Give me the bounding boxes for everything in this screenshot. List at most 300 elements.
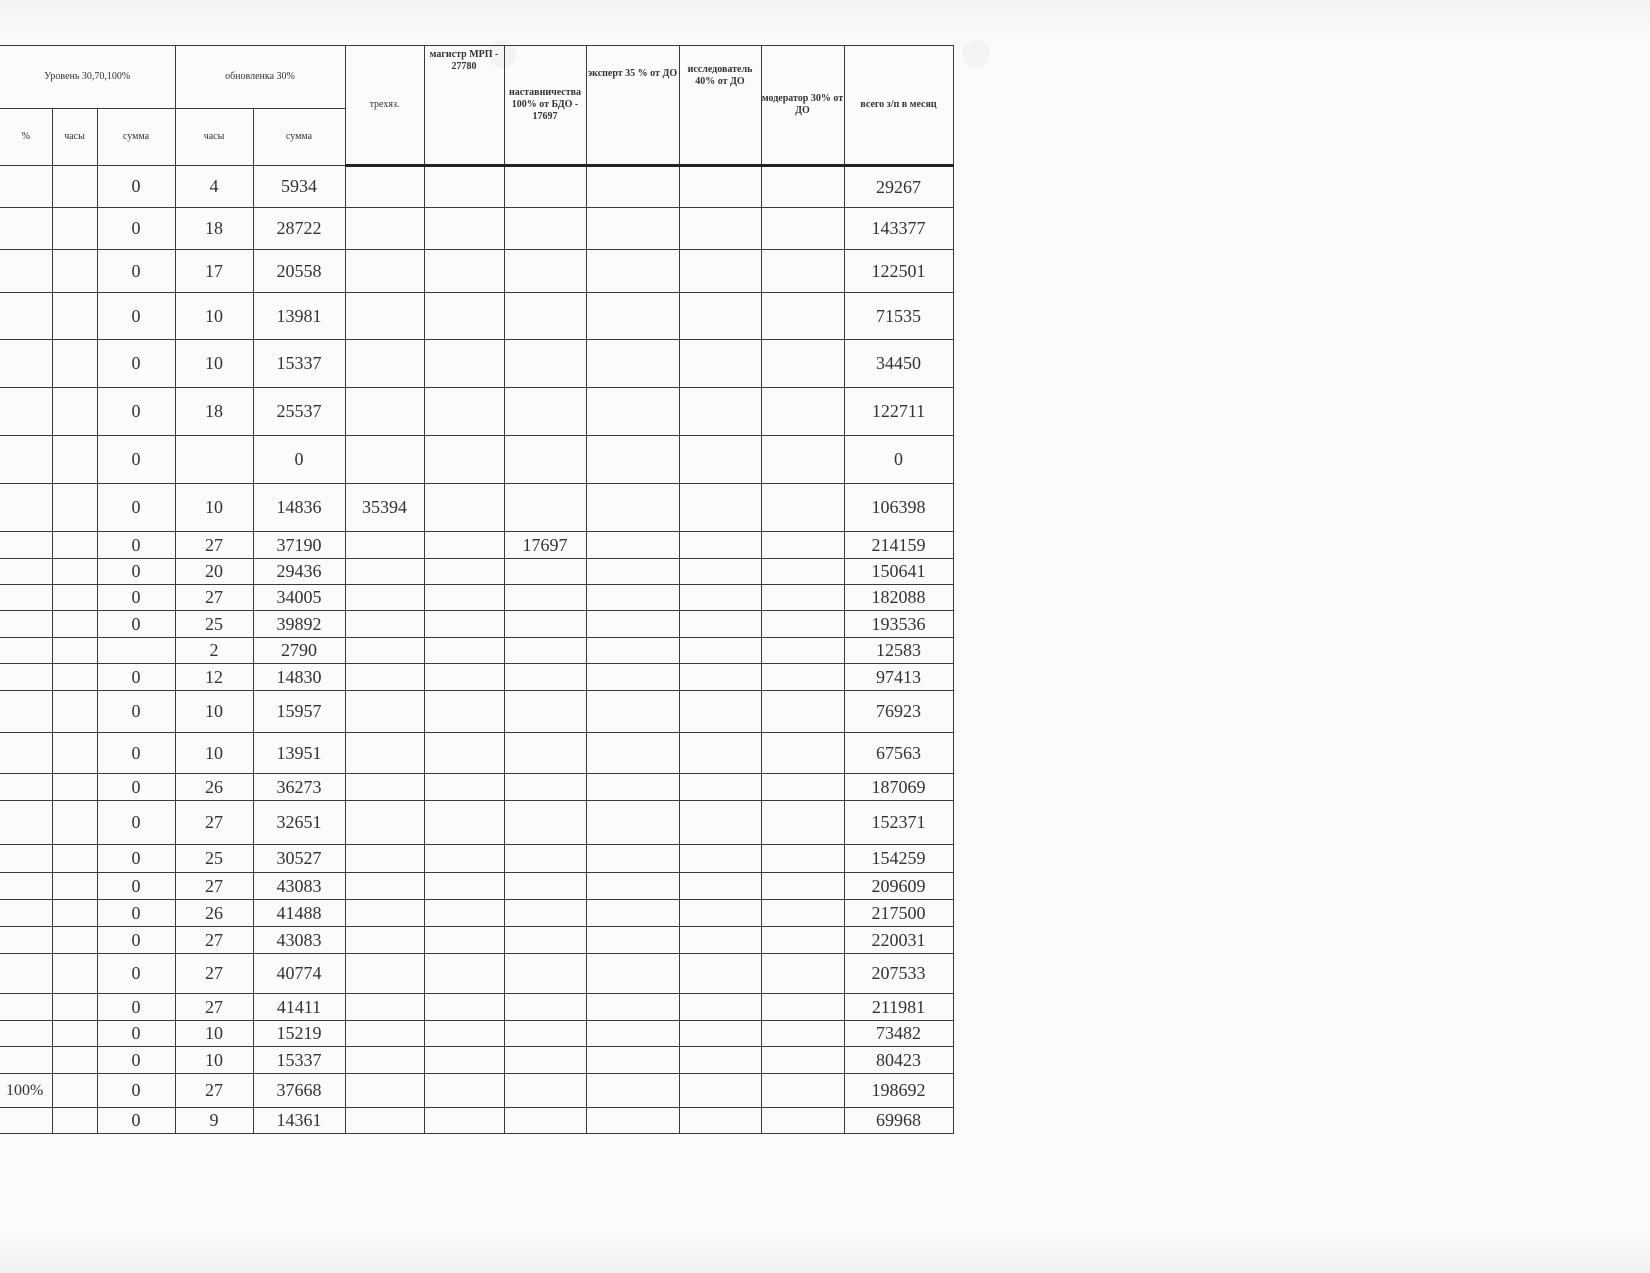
mentor-cell <box>504 954 586 994</box>
trilingual-cell <box>345 340 424 388</box>
sum-cell: 28722 <box>253 208 345 250</box>
researcher-cell <box>679 873 761 900</box>
hours-cell: 17 <box>175 250 253 293</box>
table-row <box>0 250 953 293</box>
percent-cell <box>0 691 52 733</box>
sum-cell: 0 <box>97 484 175 532</box>
hours-cell <box>52 900 97 927</box>
master-cell <box>424 691 504 733</box>
sum-cell: 0 <box>97 166 175 208</box>
master-cell <box>424 388 504 436</box>
percent-cell <box>0 340 52 388</box>
trilingual-cell <box>345 994 424 1021</box>
researcher-cell <box>679 340 761 388</box>
master-cell <box>424 845 504 873</box>
mentor-cell <box>504 664 586 691</box>
percent-cell <box>0 436 52 484</box>
total-cell: 106398 <box>844 484 953 532</box>
researcher-cell <box>679 532 761 559</box>
hours-cell <box>52 733 97 774</box>
percent-cell <box>0 900 52 927</box>
total-cell: 198692 <box>844 1074 953 1108</box>
total-cell: 122501 <box>844 250 953 293</box>
table-row <box>0 900 953 927</box>
mentor-cell <box>504 559 586 585</box>
total-cell: 207533 <box>844 954 953 994</box>
researcher-header: исследователь 40% от ДО <box>679 46 761 166</box>
researcher-cell <box>679 900 761 927</box>
mentor-cell <box>504 436 586 484</box>
sum-cell: 41411 <box>253 994 345 1021</box>
hours-cell: 10 <box>175 1047 253 1074</box>
sum-cell: 32651 <box>253 801 345 845</box>
sum-cell: 15337 <box>253 340 345 388</box>
expert-cell <box>586 1108 679 1134</box>
sum-cell: 0 <box>97 611 175 638</box>
sum-cell: 0 <box>97 873 175 900</box>
hours-cell <box>52 1108 97 1134</box>
sum-cell: 0 <box>97 1021 175 1047</box>
sum-cell: 5934 <box>253 166 345 208</box>
trilingual-cell <box>345 208 424 250</box>
trilingual-cell <box>345 293 424 340</box>
researcher-cell <box>679 845 761 873</box>
hours-header: часы <box>175 109 253 166</box>
percent-cell <box>0 1108 52 1134</box>
trilingual-cell: 35394 <box>345 484 424 532</box>
expert-cell <box>586 611 679 638</box>
researcher-cell <box>679 994 761 1021</box>
trilingual-cell <box>345 532 424 559</box>
sum-cell: 0 <box>97 388 175 436</box>
hours-cell <box>52 340 97 388</box>
table-row <box>0 388 953 436</box>
moderator-cell <box>761 1108 844 1134</box>
researcher-cell <box>679 1074 761 1108</box>
hours-cell <box>52 691 97 733</box>
hours-cell: 9 <box>175 1108 253 1134</box>
master-cell <box>424 436 504 484</box>
mentor-cell <box>504 1021 586 1047</box>
moderator-cell <box>761 166 844 208</box>
sum-cell: 15337 <box>253 1047 345 1074</box>
mentor-cell <box>504 638 586 664</box>
master-cell <box>424 801 504 845</box>
mentor-cell <box>504 166 586 208</box>
total-cell: 76923 <box>844 691 953 733</box>
mentor-cell <box>504 873 586 900</box>
table-row <box>0 166 953 208</box>
punch-hole-mark <box>962 40 990 68</box>
expert-cell <box>586 954 679 994</box>
mentor-cell <box>504 250 586 293</box>
expert-cell <box>586 845 679 873</box>
percent-cell <box>0 845 52 873</box>
expert-cell <box>586 1074 679 1108</box>
researcher-cell <box>679 388 761 436</box>
percent-cell <box>0 293 52 340</box>
expert-cell <box>586 733 679 774</box>
expert-cell <box>586 873 679 900</box>
expert-cell <box>586 774 679 801</box>
table-row <box>0 1108 953 1134</box>
sum-cell: 0 <box>97 1108 175 1134</box>
expert-cell <box>586 664 679 691</box>
hours-cell: 4 <box>175 166 253 208</box>
master-cell <box>424 611 504 638</box>
sum-cell: 13981 <box>253 293 345 340</box>
moderator-cell <box>761 611 844 638</box>
moderator-cell <box>761 664 844 691</box>
mentor-cell <box>504 994 586 1021</box>
mentor-cell <box>504 845 586 873</box>
hours-cell: 27 <box>175 954 253 994</box>
mentor-cell <box>504 611 586 638</box>
hours-cell: 2 <box>175 638 253 664</box>
moderator-cell <box>761 208 844 250</box>
hours-cell: 18 <box>175 388 253 436</box>
researcher-cell <box>679 484 761 532</box>
total-cell: 152371 <box>844 801 953 845</box>
moderator-cell <box>761 559 844 585</box>
hours-cell <box>52 638 97 664</box>
sum-cell: 0 <box>97 585 175 611</box>
researcher-cell <box>679 1047 761 1074</box>
sum-cell: 37668 <box>253 1074 345 1108</box>
researcher-cell <box>679 638 761 664</box>
master-cell <box>424 994 504 1021</box>
trilingual-cell <box>345 638 424 664</box>
hours-cell: 10 <box>175 733 253 774</box>
hours-cell <box>52 166 97 208</box>
expert-cell <box>586 1047 679 1074</box>
total-cell: 34450 <box>844 340 953 388</box>
expert-cell <box>586 585 679 611</box>
table-row <box>0 1047 953 1074</box>
table-row <box>0 801 953 845</box>
master-cell <box>424 774 504 801</box>
table-row <box>0 532 953 559</box>
percent-cell <box>0 208 52 250</box>
researcher-cell <box>679 1021 761 1047</box>
trilingual-cell <box>345 1021 424 1047</box>
salary-table <box>0 45 954 1134</box>
hours-cell <box>52 532 97 559</box>
sum-cell: 0 <box>97 532 175 559</box>
percent-cell <box>0 873 52 900</box>
sum-cell: 0 <box>97 559 175 585</box>
sum-cell: 43083 <box>253 927 345 954</box>
sum-cell: 0 <box>97 801 175 845</box>
percent-cell <box>0 532 52 559</box>
sum-cell: 0 <box>97 293 175 340</box>
hours-cell: 27 <box>175 994 253 1021</box>
hours-cell <box>52 873 97 900</box>
hours-cell: 10 <box>175 484 253 532</box>
trilingual-cell <box>345 873 424 900</box>
sum-cell: 40774 <box>253 954 345 994</box>
sum-header: сумма <box>97 109 175 166</box>
table-row <box>0 559 953 585</box>
trilingual-cell <box>345 559 424 585</box>
researcher-cell <box>679 1108 761 1134</box>
trilingual-cell <box>345 733 424 774</box>
expert-header: эксперт 35 % от ДО <box>586 46 679 166</box>
master-cell <box>424 900 504 927</box>
sum-cell: 29436 <box>253 559 345 585</box>
expert-cell <box>586 388 679 436</box>
researcher-cell <box>679 774 761 801</box>
hours-cell <box>52 1074 97 1108</box>
table-row <box>0 927 953 954</box>
researcher-cell <box>679 585 761 611</box>
mentor-cell <box>504 927 586 954</box>
researcher-cell <box>679 664 761 691</box>
master-cell <box>424 1108 504 1134</box>
moderator-cell <box>761 954 844 994</box>
mentor-cell: 17697 <box>504 532 586 559</box>
sum-cell: 2790 <box>253 638 345 664</box>
hours-cell <box>52 388 97 436</box>
hours-cell: 12 <box>175 664 253 691</box>
expert-cell <box>586 691 679 733</box>
hours-cell <box>52 1021 97 1047</box>
sum-cell: 0 <box>97 774 175 801</box>
mentor-cell <box>504 774 586 801</box>
moderator-header: модератор 30% от ДО <box>761 46 844 166</box>
hours-cell: 26 <box>175 900 253 927</box>
moderator-cell <box>761 436 844 484</box>
hours-cell: 25 <box>175 845 253 873</box>
trilingual-cell <box>345 801 424 845</box>
total-cell: 80423 <box>844 1047 953 1074</box>
sum-cell: 0 <box>97 250 175 293</box>
sum-cell: 39892 <box>253 611 345 638</box>
hours-cell: 10 <box>175 340 253 388</box>
expert-cell <box>586 801 679 845</box>
master-cell <box>424 208 504 250</box>
trilingual-cell <box>345 1108 424 1134</box>
trilingual-cell <box>345 845 424 873</box>
total-cell: 193536 <box>844 611 953 638</box>
expert-cell <box>586 340 679 388</box>
table-row <box>0 293 953 340</box>
researcher-cell <box>679 250 761 293</box>
hours-cell: 27 <box>175 532 253 559</box>
table-row <box>0 208 953 250</box>
moderator-cell <box>761 1047 844 1074</box>
master-cell <box>424 873 504 900</box>
sum-cell: 20558 <box>253 250 345 293</box>
mentor-cell <box>504 208 586 250</box>
table-row <box>0 638 953 664</box>
mentor-cell <box>504 1108 586 1134</box>
percent-header: % <box>0 109 52 166</box>
total-cell: 122711 <box>844 388 953 436</box>
sum-cell: 36273 <box>253 774 345 801</box>
researcher-cell <box>679 954 761 994</box>
trilingual-cell <box>345 774 424 801</box>
hours-cell <box>52 954 97 994</box>
expert-cell <box>586 250 679 293</box>
total-cell: 211981 <box>844 994 953 1021</box>
moderator-cell <box>761 250 844 293</box>
master-cell <box>424 1074 504 1108</box>
moderator-cell <box>761 340 844 388</box>
trilingual-cell <box>345 1074 424 1108</box>
expert-cell <box>586 532 679 559</box>
hours-cell <box>52 436 97 484</box>
hours-cell <box>52 585 97 611</box>
expert-cell <box>586 293 679 340</box>
master-cell <box>424 340 504 388</box>
hours-cell <box>52 559 97 585</box>
sum-cell: 14836 <box>253 484 345 532</box>
percent-cell <box>0 638 52 664</box>
moderator-cell <box>761 845 844 873</box>
percent-cell <box>0 388 52 436</box>
total-cell: 209609 <box>844 873 953 900</box>
expert-cell <box>586 994 679 1021</box>
percent-cell <box>0 774 52 801</box>
sum-cell: 37190 <box>253 532 345 559</box>
total-cell: 143377 <box>844 208 953 250</box>
sum-cell: 0 <box>97 733 175 774</box>
sum-cell: 0 <box>97 1074 175 1108</box>
hours-cell <box>52 611 97 638</box>
researcher-cell <box>679 691 761 733</box>
sum-cell: 0 <box>97 954 175 994</box>
percent-cell <box>0 611 52 638</box>
mentor-cell <box>504 1074 586 1108</box>
moderator-cell <box>761 900 844 927</box>
hours-cell <box>52 1047 97 1074</box>
percent-cell <box>0 1021 52 1047</box>
total-cell: 150641 <box>844 559 953 585</box>
hours-cell: 18 <box>175 208 253 250</box>
master-cell <box>424 559 504 585</box>
trilingual-cell <box>345 900 424 927</box>
sum-cell: 0 <box>97 994 175 1021</box>
master-cell <box>424 293 504 340</box>
percent-cell <box>0 1047 52 1074</box>
table-row <box>0 664 953 691</box>
master-cell <box>424 638 504 664</box>
trilingual-cell <box>345 585 424 611</box>
expert-cell <box>586 638 679 664</box>
percent-cell <box>0 664 52 691</box>
moderator-cell <box>761 585 844 611</box>
trilingual-cell <box>345 250 424 293</box>
hours-cell: 27 <box>175 1074 253 1108</box>
sum-cell <box>97 638 175 664</box>
hours-header: часы <box>52 109 97 166</box>
hours-cell <box>52 994 97 1021</box>
mentor-cell <box>504 585 586 611</box>
percent-cell <box>0 166 52 208</box>
expert-cell <box>586 900 679 927</box>
researcher-cell <box>679 733 761 774</box>
sum-cell: 0 <box>253 436 345 484</box>
researcher-cell <box>679 801 761 845</box>
percent-cell <box>0 484 52 532</box>
hours-cell: 27 <box>175 801 253 845</box>
expert-cell <box>586 559 679 585</box>
trilingual-cell <box>345 691 424 733</box>
total-cell: 73482 <box>844 1021 953 1047</box>
sum-cell: 0 <box>97 691 175 733</box>
total-cell: 187069 <box>844 774 953 801</box>
hours-cell: 26 <box>175 774 253 801</box>
sum-cell: 15219 <box>253 1021 345 1047</box>
moderator-cell <box>761 532 844 559</box>
master-header: магистр МРП - 27780 <box>424 46 504 166</box>
hours-cell <box>52 927 97 954</box>
researcher-cell <box>679 927 761 954</box>
moderator-cell <box>761 994 844 1021</box>
hours-cell <box>52 484 97 532</box>
table-row <box>0 994 953 1021</box>
total-cell: 12583 <box>844 638 953 664</box>
table-row <box>0 611 953 638</box>
mentor-cell <box>504 388 586 436</box>
mentor-cell <box>504 293 586 340</box>
moderator-cell <box>761 293 844 340</box>
mentor-cell <box>504 1047 586 1074</box>
mentor-cell <box>504 801 586 845</box>
total-cell: 214159 <box>844 532 953 559</box>
sum-cell: 0 <box>97 900 175 927</box>
hours-cell <box>52 774 97 801</box>
total-cell: 97413 <box>844 664 953 691</box>
trilingual-cell <box>345 927 424 954</box>
moderator-cell <box>761 927 844 954</box>
hours-cell <box>175 436 253 484</box>
moderator-cell <box>761 733 844 774</box>
percent-cell <box>0 585 52 611</box>
master-cell <box>424 927 504 954</box>
table-row <box>0 1074 953 1108</box>
level-group-header: Уровень 30,70,100% <box>0 46 175 109</box>
total-cell: 67563 <box>844 733 953 774</box>
sum-cell: 14361 <box>253 1108 345 1134</box>
researcher-cell <box>679 208 761 250</box>
mentor-cell <box>504 691 586 733</box>
sum-cell: 0 <box>97 1047 175 1074</box>
researcher-cell <box>679 166 761 208</box>
moderator-cell <box>761 1021 844 1047</box>
table-row <box>0 1021 953 1047</box>
mentor-cell <box>504 900 586 927</box>
moderator-cell <box>761 1074 844 1108</box>
researcher-cell <box>679 559 761 585</box>
master-cell <box>424 1021 504 1047</box>
percent-cell <box>0 559 52 585</box>
moderator-cell <box>761 801 844 845</box>
total-cell: 29267 <box>844 166 953 208</box>
percent-cell <box>0 954 52 994</box>
master-cell <box>424 484 504 532</box>
sum-cell: 0 <box>97 927 175 954</box>
table-row <box>0 845 953 873</box>
hours-cell: 10 <box>175 1021 253 1047</box>
table-body <box>0 166 953 1134</box>
hours-cell <box>52 293 97 340</box>
hours-cell: 10 <box>175 691 253 733</box>
hours-cell: 27 <box>175 927 253 954</box>
trilingual-cell <box>345 611 424 638</box>
percent-cell <box>0 994 52 1021</box>
